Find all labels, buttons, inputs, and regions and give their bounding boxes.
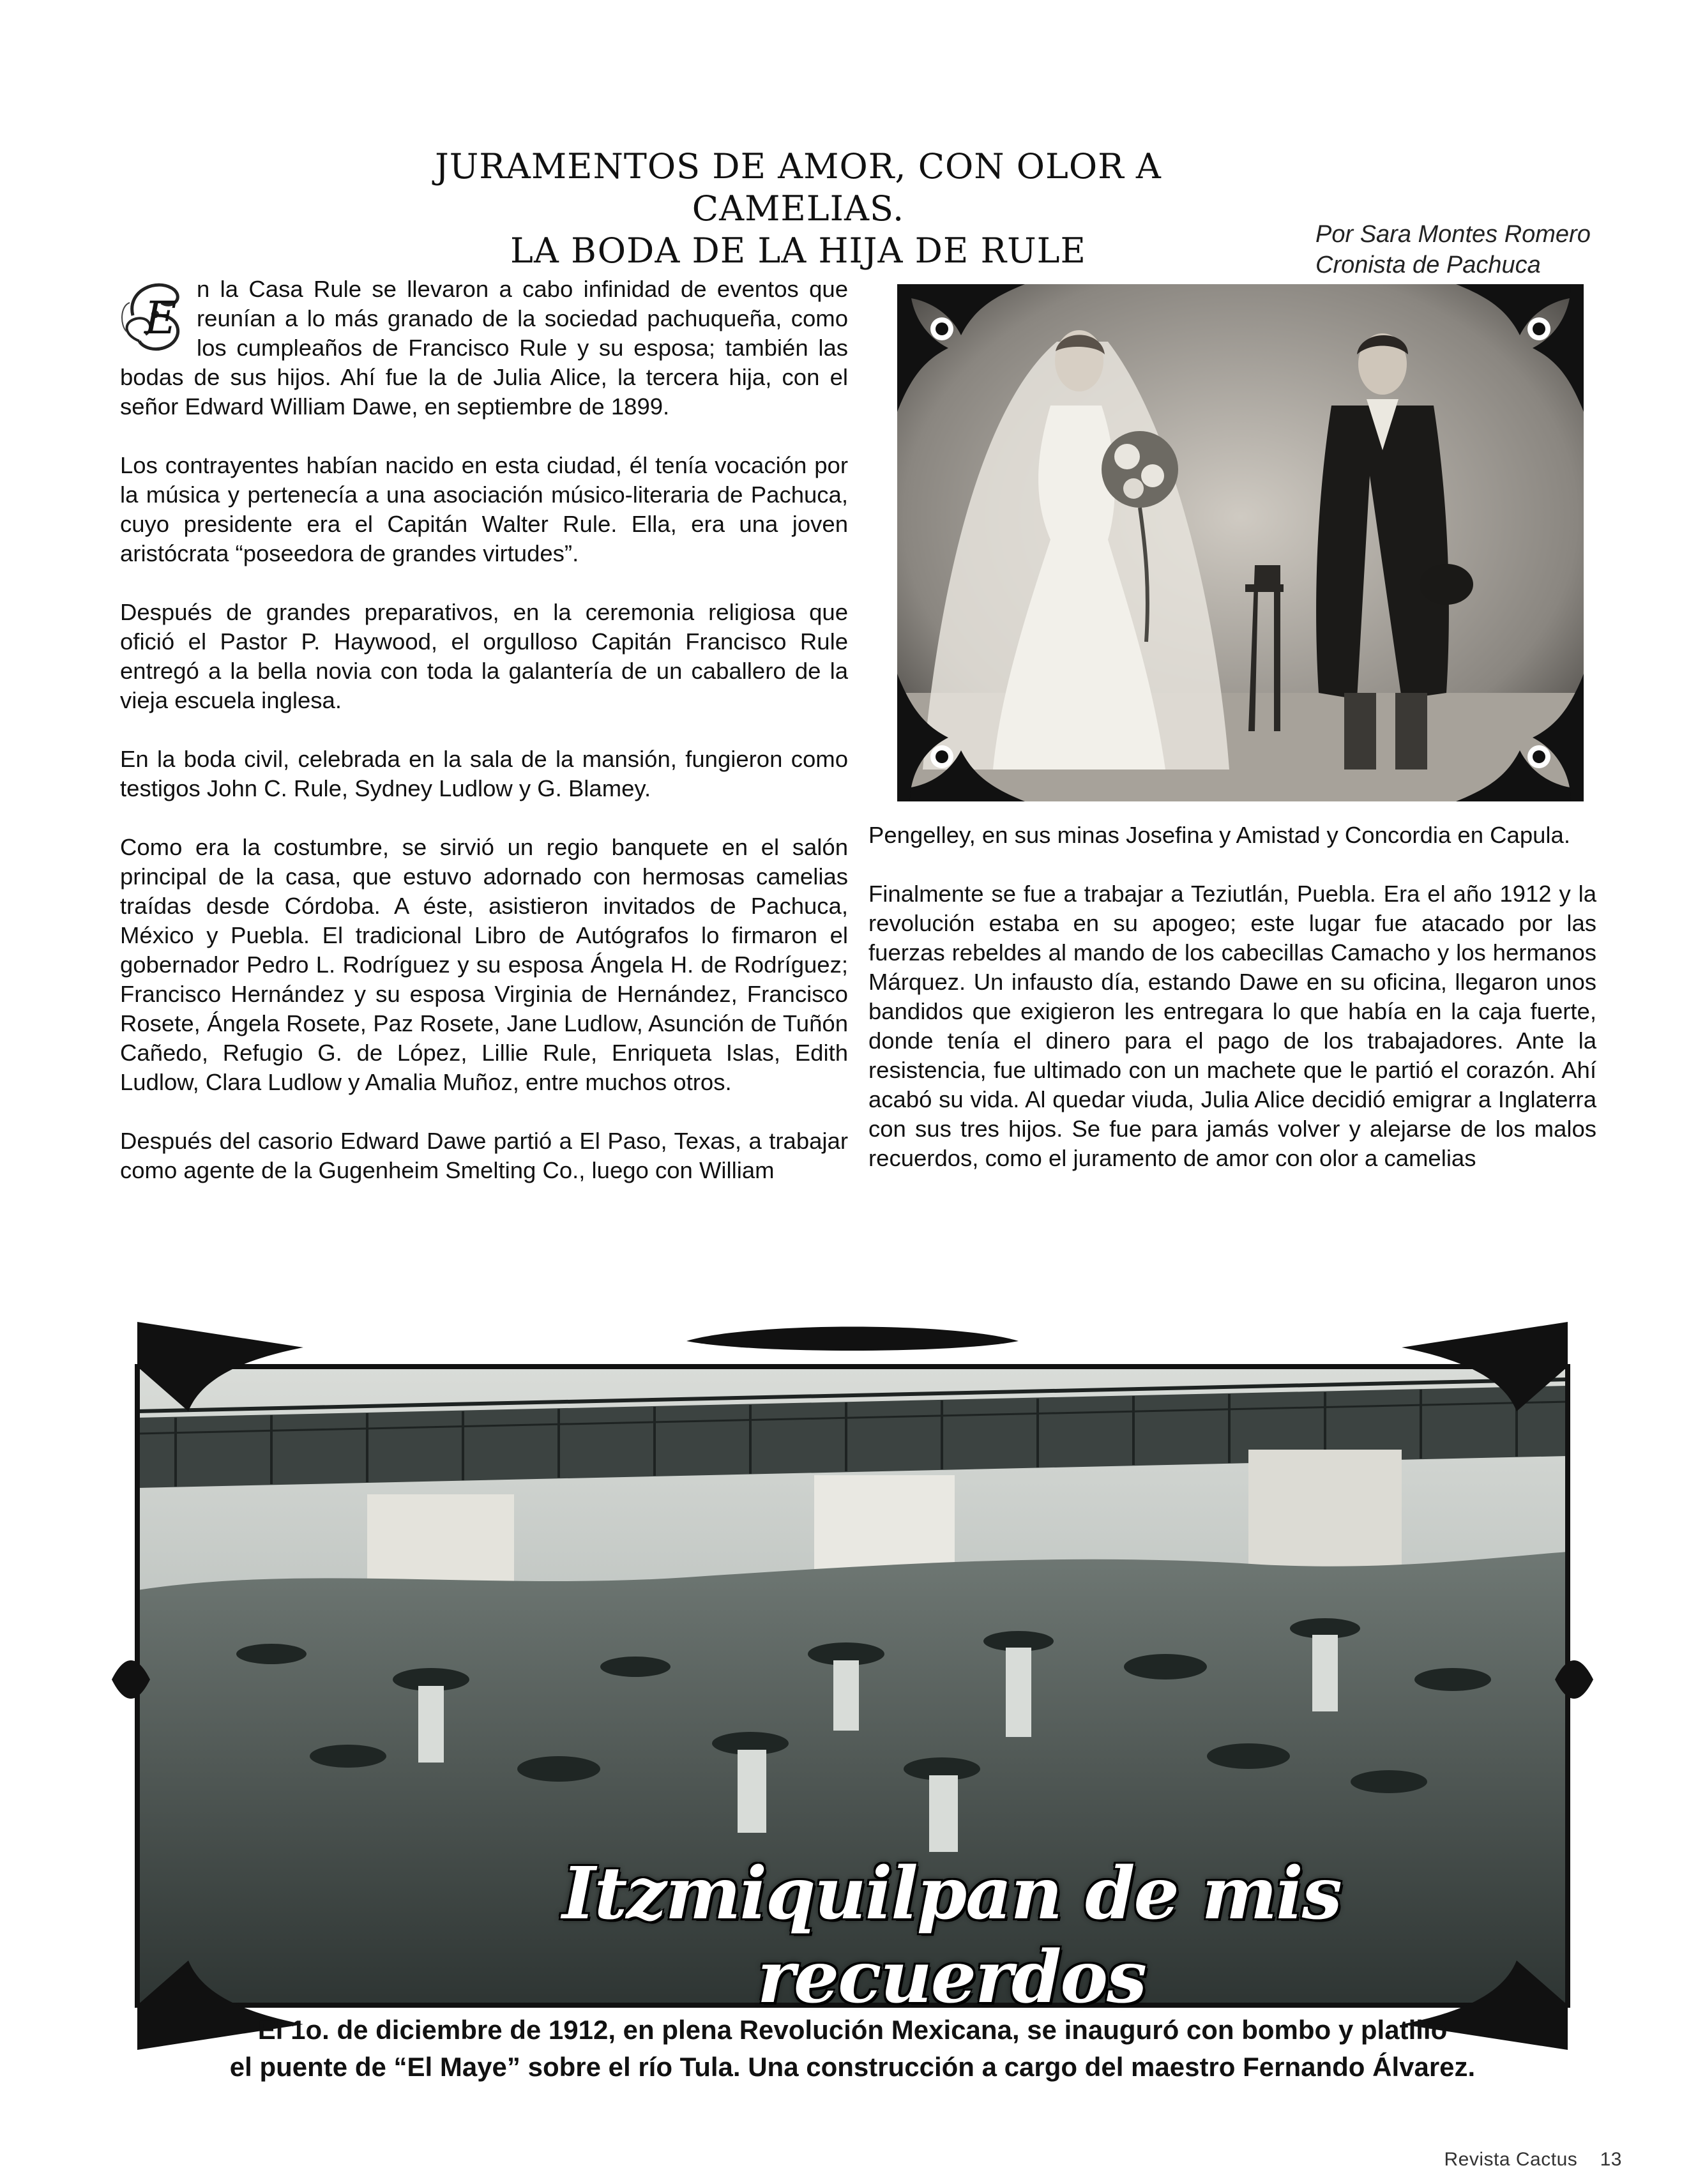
paragraph-1: E n la Casa Rule se llevaron a cabo infinidad de eventos que reunían a lo más granado de la sociedad pachuqueña, como los cumpleaños de Francisco Rule y su esposa; también las bodas de sus hijos. Ahí fue la de Julia Alice, la tercera hija, con el señor Edward William Dawe, en septiembre de 1899.	[120, 276, 848, 420]
article-right-column	[868, 821, 1596, 1173]
byline-role: Cronista de Pachuca	[1315, 252, 1541, 278]
paragraph-4: En la boda civil, celebrada en la sala de la mansión, fungieron como testigos John C. Rule, Sydney Ludlow y G. Blamey.	[120, 746, 848, 801]
paragraph-2: Los contrayentes habían nacido en esta ciudad, él tenía vocación por la música y pertenecía a una asociación músico-literaria de Pachuca, cuyo presidente era el Capitán Walter Rule. Ella, era una joven aristócrata “poseedora de grandes virtudes”.	[120, 452, 848, 566]
paragraph-8: Finalmente se fue a trabajar a Teziutlán, Puebla. Era el año 1912 y la revolución estaba en su apogeo; este lugar fue atacado por las fuerzas rebeldes al mando de los cabecillas Camacho y los hermanos Márquez. Un infausto día, estando Dawe en su oficina, llegaron unos bandidos que exigieron les entregara lo que había en la caja fuerte, donde tenía el dinero para el pago de los trabajadores. Ante la resistencia, fue ultimado con un machete que le partió el corazón. Ahí acabó su vida. Al quedar viuda, Julia Alice decidió emigrar a Inglaterra con sus tres hijos. Se fue para jamás volver y alejarse de los malos recuerdos, como el juramento de amor con olor a camelias	[868, 881, 1596, 1171]
paragraph-5: Como era la costumbre, se sirvió un regio banquete en el salón principal de la casa, que estuvo adornado con hermosas camelias traídas desde Córdoba. A éste, asistieron invitados de Pachuca, México y Puebla. El tradicional Libro de Autógrafos lo firmaron el gobernador Pedro L. Rodríguez y su esposa Ángela H. de Rodríguez; Francisco Hernández y su esposa Virginia de Hernández, Francisco Rosete, Ángela Rosete, Paz Rosete, Jane Ludlow, Asunción de Tuñón Cañedo, Refugio G. de López, Lillie Rule, Enriqueta Islas, Edith Ludlow, Clara Ludlow y Amalia Muñoz, entre muchos otros.	[120, 834, 848, 1095]
page-footer	[1444, 2149, 1622, 2171]
wedding-photo	[897, 284, 1584, 801]
caption-line-1: El 1o. de diciembre de 1912, en plena Revolución Mexicana, se inauguró con bombo y platillo	[257, 2015, 1448, 2045]
paragraph-7: Pengelley, en sus minas Josefina y Amistad y Concordia en Capula.	[868, 822, 1570, 848]
byline	[1315, 219, 1648, 280]
page-number: 13	[1600, 2149, 1622, 2170]
magazine-name: Revista Cactus	[1444, 2149, 1578, 2170]
dropcap-ornament	[120, 277, 190, 354]
caption-line-2: el puente de “El Maye” sobre el río Tula. Una construcción a cargo del maestro Fernando Álvarez.	[229, 2052, 1476, 2082]
article-title	[383, 146, 1213, 272]
article-left-column	[120, 275, 848, 1185]
paragraph-6: Después del casorio Edward Dawe partió a El Paso, Texas, a trabajar como agente de la Gugenheim Smelting Co., luego con William	[120, 1128, 848, 1183]
byline-author: Por Sara Montes Romero	[1315, 221, 1591, 248]
paragraph-3: Después de grandes preparativos, en la ceremonia religiosa que ofició el Pastor P. Haywood, el orgulloso Capitán Francisco Rule entregó a la bella novia con toda la galantería de un caballero de la vieja escuela inglesa.	[120, 599, 848, 713]
dropcap-letter: E	[144, 292, 178, 344]
photo-caption	[128, 2012, 1577, 2086]
feature-script-title: Itzmiquilpan de mis recuerdos	[562, 1852, 1341, 2019]
article-title-line-2: LA BODA DE LA HIJA DE RULE	[510, 231, 1086, 271]
article-title-line-1: JURAMENTOS DE AMOR, CON OLOR A CAMELIAS.	[435, 146, 1162, 229]
